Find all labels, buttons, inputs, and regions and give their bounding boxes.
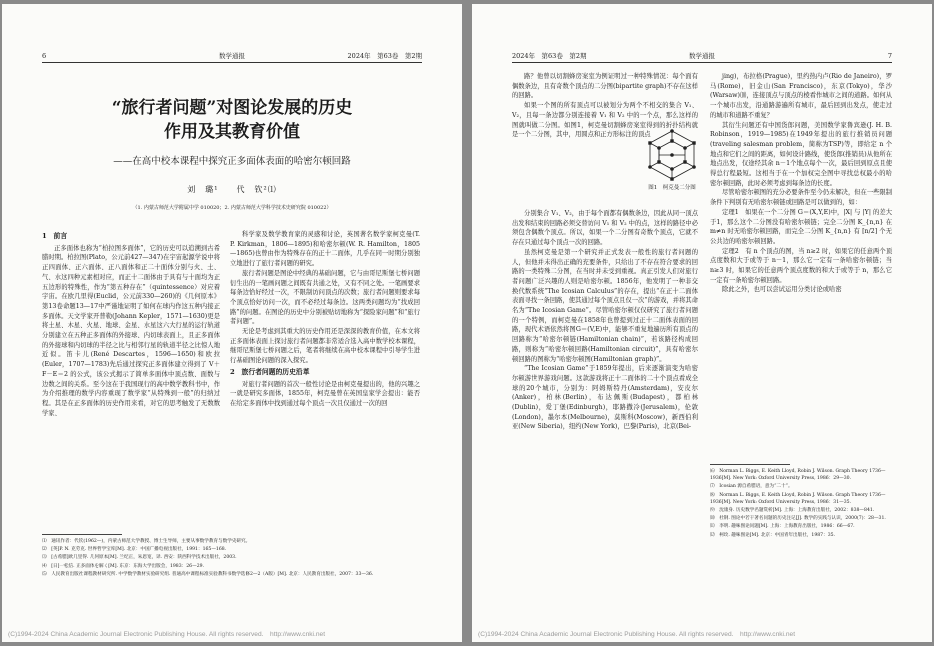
paragraph: 分别集合 V₁、V₂，由于每个面都有偶数条边，因此从同一顶点出发和结束的回路必须交替访问 V₁ 和 V₂ 中的点，这样的路径中必须包含偶数个顶点。所以，如果一个二分图有奇数个顶点，它就不存在只通过每个顶点一次的回路。 xyxy=(512,210,698,247)
journal-name: 数学通报 xyxy=(689,52,715,60)
footnote: ⑶ [古希腊]欧几里得. 几何原本[M]. 兰纪正，朱恩宽，译. 西安：陕西科学技术出版社，2003. xyxy=(42,555,237,561)
footnote: ⑵ [英]P. N. 克劳克. 世界哲学宝库[M]. 北京：中国广播电视出版社，1991：165—168. xyxy=(42,547,227,553)
footnote: ⑾ 李明. 趣味图论问题[M]. 上海：上海教育出版社，1986：66—67. xyxy=(710,524,855,530)
article-title: “旅行者问题”对图论发展的历史 作用及其教育价值 xyxy=(111,98,353,142)
paragraph: 虽然柯克曼是第一个研究并正式发表一般性的旅行者问题的人，但他并未得出正确的充要条件，只给出了不存在符合要求的回路的一类特殊二分图，在当时并未受到重视。真正引发人们对旅行者问题广泛兴趣的人则是哈密尔顿。1856年，他发明了一种非交换代数系统“The Icosian Calculus”的存在，提出“在正十二面体表面寻找一条回路，使其通过每个顶点且仅一次”的游戏，并将其命名为“The Icosian Game”。尽管哈密尔顿仅仅研究了旅行者问题的一个特例，而柯克曼在1858年也曾提到过正十二面体表面的回路，现代术语依然将图G＝(V,E)中，能够不重复地遍历所有顶点的回路称为“哈密尔顿链(Hamiltonian chain)”，若该路径构成回路，则称为“哈密尔顿回路(Hamiltonian circuit)”，具有哈密尔顿回路的图称为“哈密尔顿图(Hamiltonian graph)”。 xyxy=(512,248,698,363)
paragraph: 路？他曾以切割蜂房案室为例证明过一种特殊情况：每个面有偶数条边，且有奇数个顶点的二分图(bipartite graph)不存在这样的回路。 xyxy=(512,73,698,100)
paragraph: “The Icosian Game”于1859年提出，后来逐渐演变为哈密尔顿游世界游戏问题。这款游戏将正十二面体的二十个顶点看成全球的20个城市，分别为：阿姆斯特丹(Amsterdam)，安皮尔(Anker)，柏林(Berlin)，布达佩斯(Budapest)，都柏林(Dublin)，爱丁堡(Edinburgh)，耶路撒冷(Jerusalem)，伦敦(London)，墨尔本(Melbourne)，莫斯科(Moscow)，新西伯利亚(New Siberia)，纽约(New York)，巴黎(Paris)，北京(Bei- xyxy=(512,365,698,431)
bipartite-graph-figure xyxy=(642,129,702,181)
paragraph: 对旅行者问题的首次一般性讨论是由柯克曼提出的，他的兴趣之一就是研究多面体，1855年，柯克曼曾在英国皇家学会提出：能否在给定多面体中找到通过每个顶点一次且仅通过一次的回 xyxy=(230,380,420,407)
watermark: (C)1994-2024 China Academic Journal Electronic Publishing House. All rights reserved. http://www.cnki.net xyxy=(8,631,326,638)
paragraph: 无论是考虑到其重大的历史作用还是深深的教育价值，在本文将正多面体表面上探讨旅行者问题都非常适合选入高中数学校本课程，继哥尼斯堡七桥问题之后，笔者将继续在高中校本课程中引导学生进行基础图论问题的深入探究。 xyxy=(230,328,420,365)
right-column-2 xyxy=(710,72,892,295)
paragraph: 除此之外，也可以尝试运用分类讨论或哈密 xyxy=(722,286,842,294)
issue-info: 2024年 第63卷 第2期 xyxy=(347,52,422,60)
footnote: ⑿ 柯玫. 趣味图论[M]. 北京：中国青年出版社，1987：35. xyxy=(710,532,836,538)
footnote: ⑼ 沈康身. 历史数学名题赏析[M]. 上海：上海教育出版社，2002：838—841. xyxy=(710,508,875,514)
theorem: 定理1 如果在一个二分图 G＝(X,Y,E)中，|X| 与 |Y| 的差大于1，那么这个二分图没有哈密尔顿链；完全二分图 K_{n,n} 在 m≠n 时无哈密尔顿回路，而完全二分图 K_{n,n} 有 [n/2] 个无公共边的哈密尔顿回路。 xyxy=(710,208,892,245)
footnote: ⑹ Norman L. Biggs, E. Keith Lloyd, Robin J. Wilson. Graph Theory 1736—1936[M]. New York: Oxford University Press, 1986：29—30. xyxy=(710,469,886,482)
paragraph: 如果一个图的所有顶点可以被划分为两个不相交的集合 V₁、V₂，且每一条边都分别连接着 V₁ 和 V₂ 中的一个点，那么这样的图就叫做二分图。如图1，柯克曼切割蜂房案室得到的折扑结构就是一个二分图，其中，用圆点和正方形标注的顶点 xyxy=(512,102,698,139)
paragraph: 科学家及数学教育家的灵感和讨论，英国著名数学家柯克曼(T. P. Kirkman，1806—1895)和哈密尔顿(W. R. Hamilton，1805—1865)也曾由作为特殊存在的正十二面体，几乎在同一时期分别独立地进行了旅行者问题的研究。 xyxy=(230,231,420,268)
section-heading: 1 前言 xyxy=(42,232,68,240)
theorem: 定理2 有 n 个顶点的图，当 n≥2 时，如果它的任意两个顶点度数和大于或等于 n－1，那么它一定有一条哈密尔顿链；当 n≥3 时，如果它的任意两个顶点度数的和大于或等于 n，那么它一定有一条哈密尔顿回路。 xyxy=(710,247,892,284)
authors: 刘 璐¹ 代 钦²⑴ xyxy=(187,185,277,194)
footnote: ⑴ 通讯作者：代钦(1962—)，内蒙古师范大学教授、博士生导师，主要从事数学教育与数学史研究。 xyxy=(42,539,251,544)
paragraph: 其衍生问题还有中国货郎问题，美国数学家鲁宾逊(J. H. B. Robinson，1919—1985)在1949年提出的旅行推销员问题(traveling salesman problem，简称为TSP)等，即给定 n 个地点和它们之间的距离，如何设计路线，使货郎(推销员)从他所在地点出发，仅途经其余 n－1个地点每个一次，最后回到原点且使得总行程最短。这相当于在一个加权完全图中寻找总权最小的哈密尔顿回路，此时必须考虑到每条边的长度。 xyxy=(710,121,892,187)
section-heading: 2 旅行者问题的历史沿革 xyxy=(230,367,310,376)
paragraph: 旅行者问题是图论中经典的基础问题，它与由哥尼斯堡七桥问题衍生出的一笔画问题之间既有共通之处，又有不同之处。一笔画要求每条边恰好经过一次，不限制访问顶点的次数；旅行者问题则要求每个顶点恰好访问一次，而不必经过每条边。这两类问题均为“找成回路”的问题。在图论的历史中分别被贴切地称为“探险家问题”和“旅行者问题”。 xyxy=(230,269,420,326)
right-footnotes xyxy=(710,468,892,540)
left-page xyxy=(2,4,462,642)
affiliation: （1. 内蒙古师范大学附属中学 010020；2. 内蒙古师范大学科学技术史研究院 010022） xyxy=(132,205,332,211)
right-column-1-bottom xyxy=(512,209,698,432)
paragraph: 尽管哈密尔顿图的充分必要条件至今仍未解决，但在一些限制条件下判别有无哈密尔顿链或回路是可以做到的，如： xyxy=(710,189,893,207)
page-number: 6 xyxy=(42,52,47,60)
right-page xyxy=(472,4,932,642)
left-column-2 xyxy=(230,230,420,409)
paragraph: 正多面体也称为“柏拉图多面体”，它的历史可以追溯到古希腊时期。柏拉图(Plato，公元前427—347)在宇宙起源学说中将正四面体、正六面体、正八面体和正二十面体分别与火、土、气、水这四种元素相对应，而正十二面体由于具有与十面均为正五边形的特殊性，作为“第五种存在”（quintessence）对应着宇宙。在欧几里得(Euclid，公元前330—260)的《几何原本》第13卷命题13—17中严谨地证明了如何在球内作这五种内接正多面体。天文学家开普勒(Johann Kepler，1571—1630)更是将土星、木星、火星、地球、金星、水星这六大行星的运行轨道分别建立在五种正多面体的外接球、内切球表面上，且正多面体的外接球和内切球的半径之比与相邻行星的轨道半径之比惊人地近似。笛卡儿(René Descartes，1596—1650)和欧拉(Euler，1707—1783)先后通过探究正多面体建立得到了 V＋F－E＝2 的公式，该公式揭示了简单多面体中顶点数、面数与边数之间的关系。至今这在于我国现行的高中数学教科书中，作为介绍推理的数学内容重现了数学家“从特殊到一般”的归纳过程。其是在正多面体的历史作用来看，对它的思考触发了无数数学家、 xyxy=(42,244,220,417)
paragraph: jing)，布拉格(Prague)，里约热内卢(Rio de Janeiro)，罗马(Rome)，旧金山(San Francisco)，东京(Tokyo)，华沙(Warsaw)⑽，连接顶点与顶点的棱看作城市之间的道路。如何从一个城市出发，沿通路游遍所有城市，最后回到出发点，使走过的城市和道路不重复？ xyxy=(710,73,892,119)
footnote: ⑸ 人民教育出版社课程教材研究所. 中学数学教材实验研究组. 普通高中课程标准实验教科书数学选修2—2（A版）[M]. 北京：人民教育出版社，2007：33—36. xyxy=(42,571,374,577)
journal-name: 数学通报 xyxy=(219,52,245,60)
issue-info: 2024年 第63卷 第2期 xyxy=(512,52,587,60)
left-running-header xyxy=(42,50,422,63)
figure-caption: 图1 柯克曼二分图 xyxy=(648,185,696,191)
footnote-rule xyxy=(710,464,790,465)
watermark: (C)1994-2024 China Academic Journal Electronic Publishing House. All rights reserved. http://www.cnki.net xyxy=(478,631,796,638)
right-running-header xyxy=(512,50,892,63)
article-subtitle: ——在高中校本课程中探究正多面体表面的哈密尔顿回路 xyxy=(113,156,351,167)
footnote: ⑺ Icosian 源自希腊语，意为“二十”。 xyxy=(710,484,793,490)
footnote: ⑽ 杜钢. 图论中若干著名问题的历史注记[J]. 数学的实践与认识，2000(7)：28—31. xyxy=(710,516,886,522)
footnote: ⑻ Norman L. Biggs, E. Keith Lloyd, Robin J. Wilson. Graph Theory 1736—1936[M]. New York: Oxford University Press, 1986：31—35. xyxy=(710,492,886,505)
footnote: ⑷ [日]一松信. 正多面体を解く[M]. 东京：东海大学出版会，1983：26—29. xyxy=(42,563,204,569)
left-column-1 xyxy=(42,230,220,418)
page-number: 7 xyxy=(887,52,892,60)
left-footnotes xyxy=(42,538,422,579)
footnote-rule xyxy=(42,534,122,535)
